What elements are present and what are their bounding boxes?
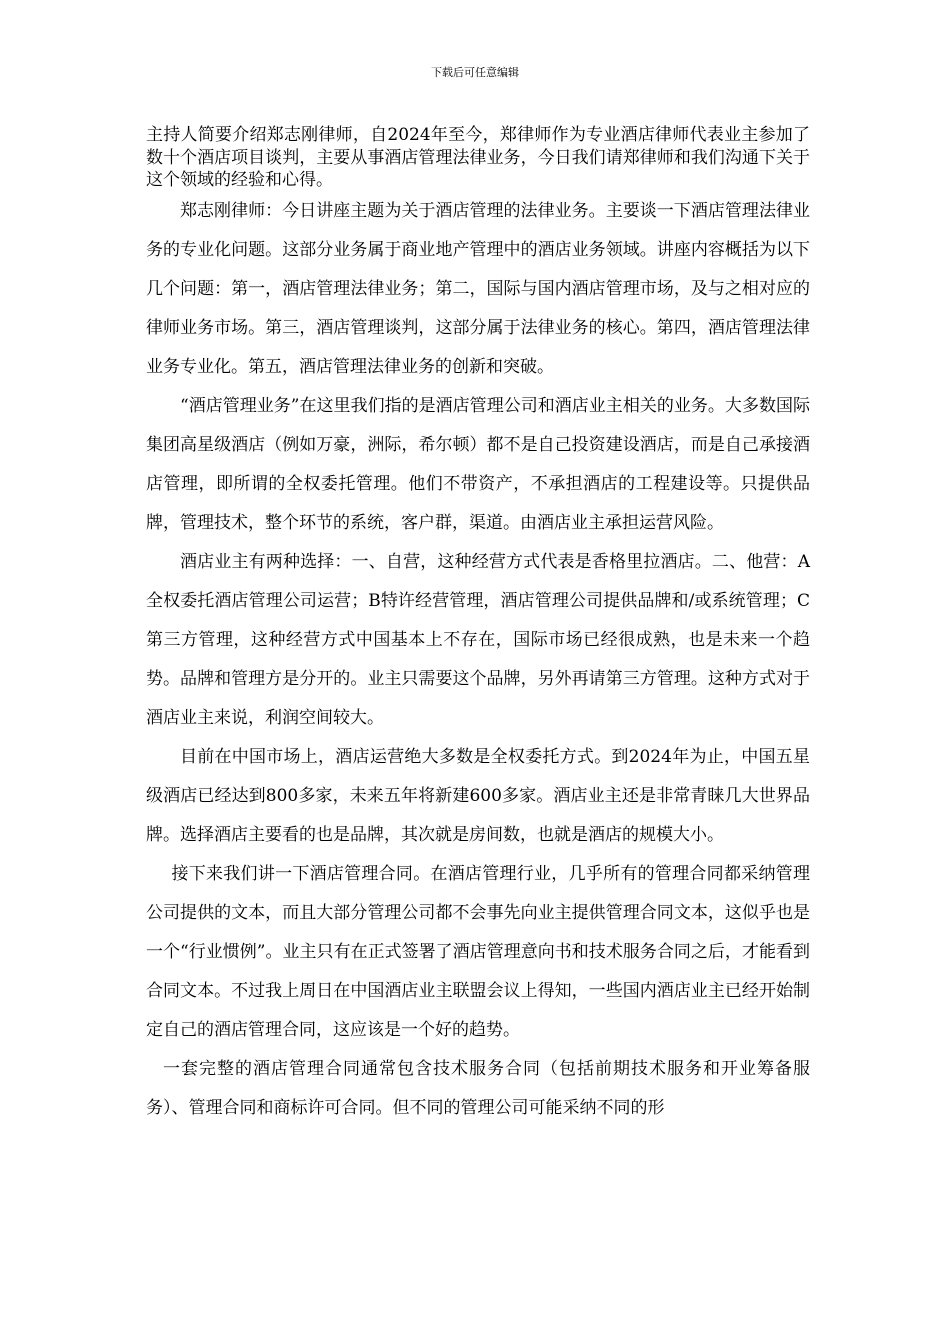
paragraph-intro: 主持人简要介绍郑志刚律师，自2024年至今，郑律师作为专业酒店律师代表业主参加了数十个酒店项目谈判，主要从事酒店管理法律业务，今日我们请郑律师和我们沟通下关于这个领域的经验和心得。 xyxy=(146,125,810,190)
paragraph-contract-components: 一套完整的酒店管理合同通常包含技术服务合同（包括前期技术服务和开业筹备服务）、管理合同和商标许可合同。但不同的管理公司可能采纳不同的形 xyxy=(146,1058,810,1118)
paragraph-china-market: 目前在中国市场上，酒店运营绝大多数是全权委托方式。到2024年为止，中国五星级酒店已经达到800多家，未来五年将新建600多家。酒店业主还是非常青睐几大世界品牌。选择酒店主要看的也是品牌，其次就是房间数，也就是酒店的规模大小。 xyxy=(146,746,810,845)
paragraph-owner-choices: 酒店业主有两种选择：一、自营，这种经营方式代表是香格里拉酒店。二、他营：A全权委托酒店管理公司运营；B特许经营管理，酒店管理公司提供品牌和/或系统管理；C第三方管理，这种经营方式中国基本上不存在，国际市场已经很成熟，也是未来一个趋势。品牌和管理方是分开的。业主只需要这个品牌，另外再请第三方管理。这种方式对于酒店业主来说，利润空间较大。 xyxy=(146,551,810,728)
page-header: 下载后可任意编辑 xyxy=(431,66,519,79)
paragraph-lecture-topic: 郑志刚律师：今日讲座主题为关于酒店管理的法律业务。主要谈一下酒店管理法律业务的专业化问题。这部分业务属于商业地产管理中的酒店业务领域。讲座内容概括为以下几个问题：第一，酒店管理法律业务；第二，国际与国内酒店管理市场，及与之相对应的律师业务市场。第三，酒店管理谈判，这部分属于法律业务的核心。第四，酒店管理法律业务专业化。第五，酒店管理法律业务的创新和突破。 xyxy=(146,200,810,377)
paragraph-management-contract: 接下来我们讲一下酒店管理合同。在酒店管理行业，几乎所有的管理合同都采纳管理公司提供的文本，而且大部分管理公司都不会事先向业主提供管理合同文本，这似乎也是一个“行业惯例”。业主只有在正式签署了酒店管理意向书和技术服务合同之后，才能看到合同文本。不过我上周日在中国酒店业主联盟会议上得知，一些国内酒店业主已经开始制定自己的酒店管理合同，这应该是一个好的趋势。 xyxy=(146,863,810,1040)
document-body xyxy=(146,124,810,1128)
paragraph-hotel-management-business: “酒店管理业务”在这里我们指的是酒店管理公司和酒店业主相关的业务。大多数国际集团高星级酒店（例如万豪，洲际，希尔顿）都不是自己投资建设酒店，而是自己承接酒店管理，即所谓的全权委托管理。他们不带资产，不承担酒店的工程建设等。只提供品牌，管理技术，整个环节的系统，客户群，渠道。由酒店业主承担运营风险。 xyxy=(146,395,810,533)
